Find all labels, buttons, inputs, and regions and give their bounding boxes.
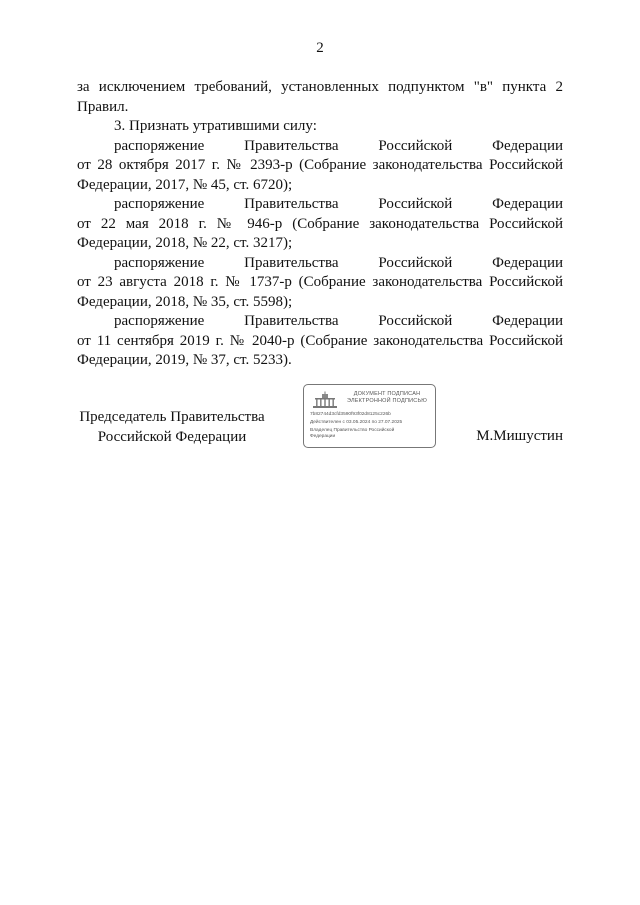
stamp-serial: 7b82744d3cfd3590f93f02d8125c226b (310, 412, 391, 417)
order-1-first-line: распоряжение Правительства Российской Федерации (114, 137, 563, 154)
order-2-first-line: распоряжение Правительства Российской Федерации (114, 196, 563, 212)
signer-title-line-2: Российской Федерации (97, 428, 247, 445)
stamp-owner-line-2: Федерации (310, 434, 336, 439)
order-1-details: от 28 октября 2017 г. № 2393-р (Собрание законодательства Российской Федерации, 2017, № 45, ст. 6720); (77, 157, 563, 193)
order-4-details: от 11 сентября 2019 г. № 2040-р (Собрание законодательства Российской Федерации, 2019, № 37, ст. 5233). (77, 332, 563, 368)
order-3-details: от 23 августа 2018 г. № 1737-р (Собрание законодательства Российской Федерации, 2018, № 35, ст. 5598); (77, 274, 563, 310)
signer-name: М.Мишустин (476, 428, 563, 444)
signer-title-line-1: Председатель Правительства (79, 409, 265, 425)
order-4-first-line: распоряжение Правительства Российской Федерации (114, 313, 563, 329)
continuation-paragraph: за исключением требований, установленных подпунктом "в" пункта 2 Правил. (77, 79, 563, 115)
signature-block (77, 384, 563, 454)
order-3-first-line: распоряжение Правительства Российской Федерации (114, 254, 563, 271)
order-2-details: от 22 мая 2018 г. № 946-р (Собрание законодательства Российской Федерации, 2018, № 22, ст. 3217); (77, 215, 563, 251)
stamp-heading-line-1: ДОКУМЕНТ ПОДПИСАН (353, 391, 421, 397)
document-body (77, 78, 563, 371)
item-3-heading: 3. Признать утратившими силу: (114, 118, 317, 134)
page-number: 2 (316, 40, 324, 56)
electronic-signature-stamp (303, 384, 436, 448)
stamp-heading-line-2: ЭЛЕКТРОННОЙ ПОДПИСЬЮ (346, 398, 428, 404)
stamp-validity: Действителен с 03.05.2024 по 27.07.2025 (310, 420, 403, 425)
stamp-heading (342, 391, 432, 405)
signer-title (77, 408, 267, 447)
stamp-owner-line-1: Владелец Правительство Российской (310, 428, 395, 433)
government-building-icon (312, 391, 338, 409)
